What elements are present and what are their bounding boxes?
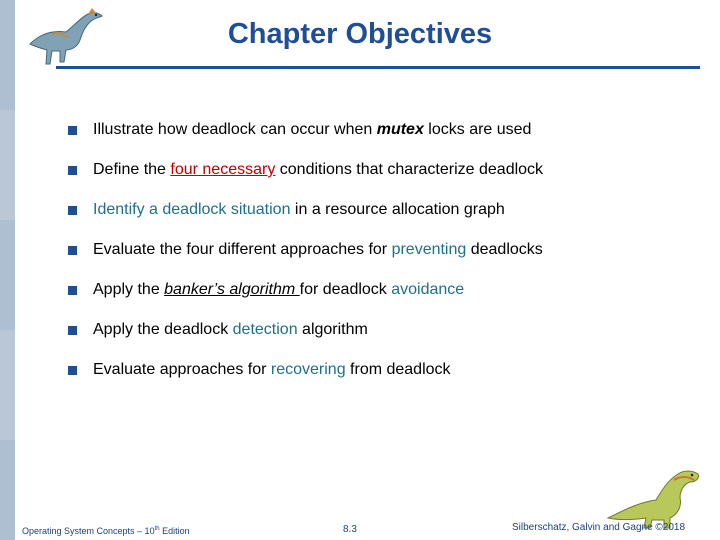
bullet-square-icon xyxy=(68,366,77,375)
objective-text: detection xyxy=(232,321,298,338)
page-title: Chapter Objectives xyxy=(227,18,493,50)
objective-text: deadlocks xyxy=(466,241,543,258)
objective-item xyxy=(68,110,543,150)
footer-authors: Silberschatz, Galvin and Gagne ©2018 xyxy=(512,522,686,533)
objective-text: four necessary xyxy=(170,161,276,178)
objective-text: from deadlock xyxy=(345,361,451,378)
objective-text: algorithm xyxy=(297,321,368,338)
objective-text: conditions that characterize deadlock xyxy=(275,161,544,178)
objective-text: preventing xyxy=(391,241,467,258)
bullet-square-icon xyxy=(68,166,77,175)
objectives-list xyxy=(68,110,543,390)
footer-book-title-text: Operating System Concepts – 10 xyxy=(22,526,155,536)
page-number: 8.3 xyxy=(343,524,357,535)
objective-text: Evaluate the four different approaches for xyxy=(93,241,392,258)
bullet-square-icon xyxy=(68,126,77,135)
objective-text: banker’s algorithm xyxy=(164,281,300,298)
objective-item xyxy=(68,310,543,350)
objective-item xyxy=(68,150,543,190)
objective-item xyxy=(68,350,543,390)
objective-text: Illustrate how deadlock can occur when xyxy=(93,121,377,138)
objective-text: in a resource allocation graph xyxy=(290,201,505,218)
footer-book-title xyxy=(22,526,190,536)
footer-book-title-suffix: Edition xyxy=(159,526,190,536)
objective-item xyxy=(68,190,543,230)
objective-text: Apply the xyxy=(93,281,165,298)
bullet-square-icon xyxy=(68,326,77,335)
bullet-square-icon xyxy=(68,246,77,255)
objective-text: avoidance xyxy=(391,281,465,298)
bullet-square-icon xyxy=(68,286,77,295)
dinosaur-icon xyxy=(604,460,714,530)
objective-text: mutex xyxy=(376,121,424,138)
objective-text: Evaluate approaches for xyxy=(93,361,271,378)
sidebar-segment xyxy=(0,440,15,540)
objective-text: recovering xyxy=(270,361,346,378)
objective-text: for deadlock xyxy=(299,281,392,298)
dinosaur-icon xyxy=(22,4,112,68)
title-divider xyxy=(56,66,700,69)
objective-text: Identify a deadlock situation xyxy=(93,201,291,218)
sidebar-segment xyxy=(0,0,15,110)
sidebar-segment xyxy=(0,220,15,330)
objective-item xyxy=(68,230,543,270)
objective-text: locks are used xyxy=(423,121,532,138)
objective-item xyxy=(68,270,543,310)
objective-text: Define the xyxy=(93,161,171,178)
bullet-square-icon xyxy=(68,206,77,215)
left-sidebar-bar xyxy=(0,0,15,540)
objective-text: Apply the deadlock xyxy=(93,321,233,338)
footer-book-title-sup: th xyxy=(154,526,160,532)
